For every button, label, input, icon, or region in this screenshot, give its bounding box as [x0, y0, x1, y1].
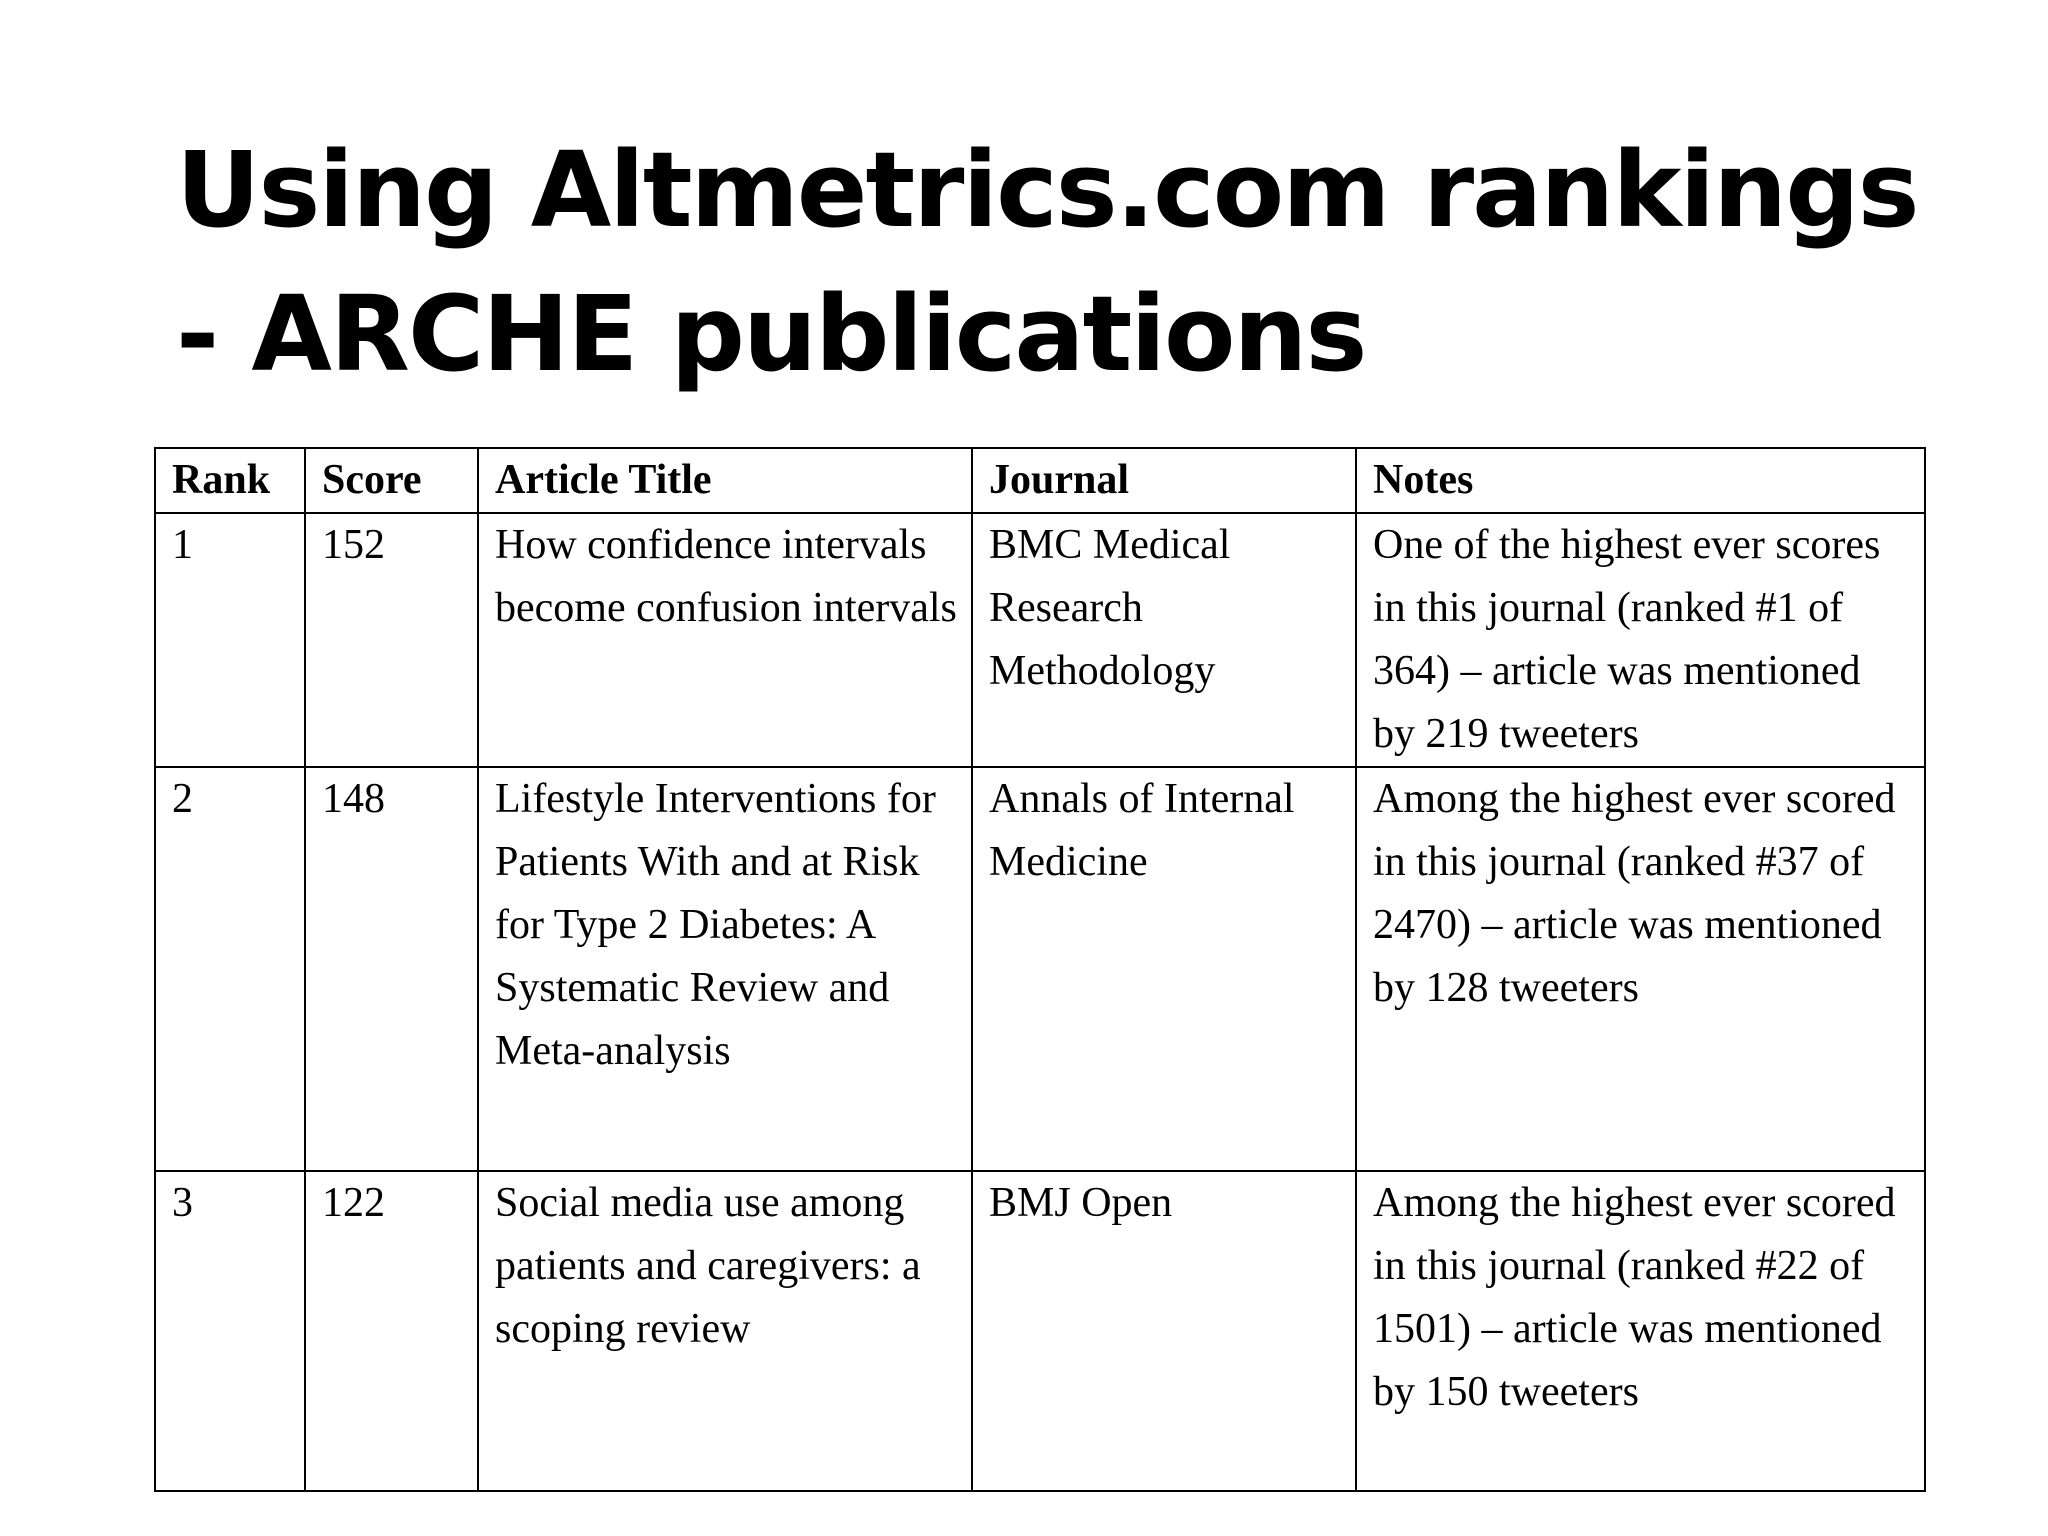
cell-score: 148 [305, 767, 478, 1171]
slide-title [176, 118, 1976, 406]
cell-rank: 3 [155, 1171, 305, 1491]
table-row [155, 513, 1925, 767]
cell-score: 152 [305, 513, 478, 767]
header-score: Score [305, 448, 478, 513]
header-notes: Notes [1356, 448, 1925, 513]
header-article-title: Article Title [478, 448, 972, 513]
slide-title-line-1: Using Altmetrics.com rankings [176, 129, 1918, 251]
header-journal: Journal [972, 448, 1356, 513]
altmetrics-rankings-table [154, 447, 1926, 1492]
cell-rank: 2 [155, 767, 305, 1171]
cell-score: 122 [305, 1171, 478, 1491]
cell-rank: 1 [155, 513, 305, 767]
cell-journal: BMC Medical Research Methodology [972, 513, 1356, 767]
cell-journal: Annals of Internal Medicine [972, 767, 1356, 1171]
cell-journal: BMJ Open [972, 1171, 1356, 1491]
table-header-row [155, 448, 1925, 513]
cell-notes: Among the highest ever scored in this journal (ranked #22 of 1501) – article was mentioned by 150 tweeters [1356, 1171, 1925, 1491]
cell-article-title: Lifestyle Interventions for Patients With and at Risk for Type 2 Diabetes: A Systematic Review and Meta-analysis [478, 767, 972, 1171]
cell-article-title: Social media use among patients and caregivers: a scoping review [478, 1171, 972, 1491]
table-row [155, 767, 1925, 1171]
cell-article-title: How confidence intervals become confusion intervals [478, 513, 972, 767]
cell-notes: One of the highest ever scores in this journal (ranked #1 of 364) – article was mentioned by 219 tweeters [1356, 513, 1925, 767]
table-row [155, 1171, 1925, 1491]
slide-title-line-2: - ARCHE publications [176, 273, 1366, 395]
header-rank: Rank [155, 448, 305, 513]
cell-notes: Among the highest ever scored in this journal (ranked #37 of 2470) – article was mentioned by 128 tweeters [1356, 767, 1925, 1171]
